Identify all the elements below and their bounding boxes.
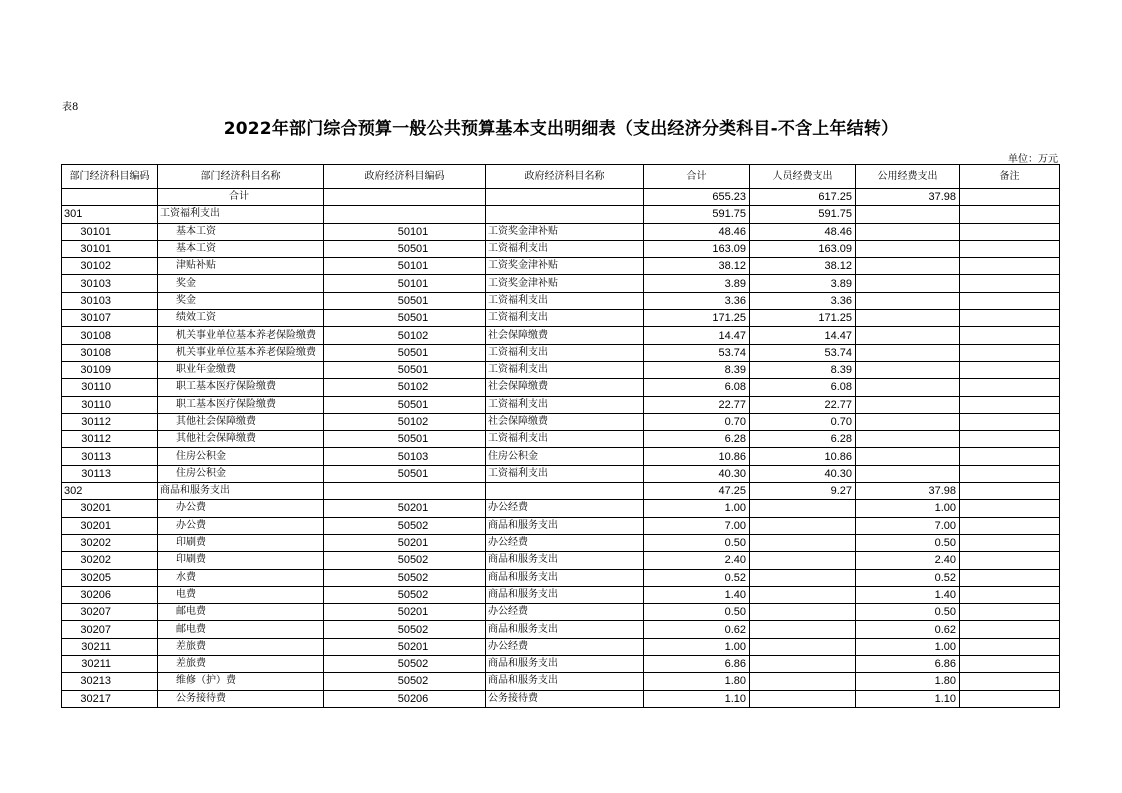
dept-code-cell: 30101 [62,223,158,240]
dept-name-cell: 印刷费 [158,552,324,569]
total-gov-code-cell [324,189,486,206]
public-cell: 6.86 [856,656,960,673]
public-cell [856,258,960,275]
gov-name-cell: 工资奖金津补贴 [486,258,644,275]
dept-name-cell: 差旅费 [158,656,324,673]
table-row [62,448,1060,465]
table-row [62,673,1060,690]
public-cell [856,344,960,361]
table-row [62,621,1060,638]
total-gov-name-cell [486,189,644,206]
table-row [62,396,1060,413]
dept-name-cell: 机关事业单位基本养老保险缴费 [158,327,324,344]
dept-name-cell: 印刷费 [158,534,324,551]
dept-code-cell: 30107 [62,310,158,327]
public-cell [856,465,960,482]
note-cell [960,500,1060,517]
note-cell [960,569,1060,586]
gov-code-cell: 50501 [324,465,486,482]
gov-name-cell: 商品和服务支出 [486,656,644,673]
table-row [62,240,1060,257]
note-cell [960,396,1060,413]
note-cell [960,379,1060,396]
dept-name-cell: 其他社会保障缴费 [158,413,324,430]
personnel-cell: 40.30 [750,465,856,482]
public-cell: 1.40 [856,586,960,603]
public-cell: 1.00 [856,638,960,655]
gov-name-cell: 工资奖金津补贴 [486,223,644,240]
dept-code-cell: 30201 [62,517,158,534]
total-cell: 22.77 [644,396,750,413]
note-cell [960,327,1060,344]
dept-name-cell: 电费 [158,586,324,603]
dept-code-cell: 30207 [62,604,158,621]
total-cell: 3.36 [644,292,750,309]
personnel-cell: 0.70 [750,413,856,430]
note-cell [960,638,1060,655]
dept-name-cell: 住房公积金 [158,448,324,465]
gov-name-cell: 工资福利支出 [486,431,644,448]
gov-code-cell: 50502 [324,517,486,534]
personnel-cell: 9.27 [750,483,856,500]
table-row [62,552,1060,569]
total-cell: 0.62 [644,621,750,638]
public-cell [856,361,960,378]
gov-code-cell: 50201 [324,500,486,517]
total-cell: 7.00 [644,517,750,534]
personnel-cell: 6.08 [750,379,856,396]
table-row [62,586,1060,603]
total-cell: 1.00 [644,500,750,517]
gov-code-cell: 50206 [324,690,486,707]
table-body [62,189,1060,708]
gov-code-cell [324,206,486,223]
total-cell: 0.50 [644,604,750,621]
personnel-cell: 163.09 [750,240,856,257]
dept-code-cell: 30207 [62,621,158,638]
total-cell: 38.12 [644,258,750,275]
public-cell: 37.98 [856,483,960,500]
table-row [62,379,1060,396]
gov-name-cell: 社会保障缴费 [486,379,644,396]
dept-code-cell: 30108 [62,344,158,361]
note-cell [960,240,1060,257]
table-row [62,327,1060,344]
gov-code-cell: 50501 [324,292,486,309]
total-label: 合计 [158,189,324,206]
gov-code-cell: 50502 [324,656,486,673]
total-cell: 53.74 [644,344,750,361]
dept-name-cell: 职业年金缴费 [158,361,324,378]
gov-code-cell: 50501 [324,361,486,378]
total-cell: 6.28 [644,431,750,448]
dept-name-cell: 其他社会保障缴费 [158,431,324,448]
gov-name-cell: 住房公积金 [486,448,644,465]
header-gov-code: 政府经济科目编码 [324,165,486,189]
public-cell [856,379,960,396]
gov-code-cell: 50102 [324,379,486,396]
dept-name-cell: 基本工资 [158,223,324,240]
total-cell: 2.40 [644,552,750,569]
header-personnel: 人员经费支出 [750,165,856,189]
dept-name-cell: 奖金 [158,292,324,309]
total-cell: 1.80 [644,673,750,690]
personnel-cell [750,638,856,655]
public-cell: 0.52 [856,569,960,586]
gov-code-cell: 50102 [324,413,486,430]
note-cell [960,517,1060,534]
personnel-cell [750,552,856,569]
dept-name-cell: 工资福利支出 [158,206,324,223]
total-cell: 14.47 [644,327,750,344]
dept-name-cell: 水费 [158,569,324,586]
personnel-cell [750,586,856,603]
total-cell: 3.89 [644,275,750,292]
personnel-cell: 14.47 [750,327,856,344]
gov-code-cell: 50201 [324,534,486,551]
gov-name-cell: 办公经费 [486,500,644,517]
gov-name-cell: 商品和服务支出 [486,569,644,586]
personnel-cell: 48.46 [750,223,856,240]
table-row [62,500,1060,517]
total-cell: 591.75 [644,206,750,223]
note-cell [960,604,1060,621]
category-row [62,483,1060,500]
total-cell: 0.50 [644,534,750,551]
personnel-cell [750,517,856,534]
dept-code-cell: 30201 [62,500,158,517]
public-cell [856,431,960,448]
gov-code-cell: 50102 [324,327,486,344]
table-row [62,431,1060,448]
dept-code-cell: 30103 [62,275,158,292]
personnel-cell [750,621,856,638]
note-cell [960,621,1060,638]
table-row [62,690,1060,707]
gov-name-cell: 工资奖金津补贴 [486,275,644,292]
table-row [62,258,1060,275]
gov-code-cell: 50201 [324,638,486,655]
public-cell: 7.00 [856,517,960,534]
gov-code-cell: 50501 [324,396,486,413]
dept-name-cell: 公务接待费 [158,690,324,707]
note-cell [960,361,1060,378]
dept-name-cell: 职工基本医疗保险缴费 [158,396,324,413]
gov-name-cell: 办公经费 [486,638,644,655]
gov-code-cell: 50501 [324,310,486,327]
gov-name-cell: 工资福利支出 [486,396,644,413]
table-row [62,465,1060,482]
personnel-cell [750,673,856,690]
public-cell [856,275,960,292]
note-cell [960,206,1060,223]
header-dept-name: 部门经济科目名称 [158,165,324,189]
dept-code-cell: 301 [62,206,158,223]
header-gov-name: 政府经济科目名称 [486,165,644,189]
category-row [62,206,1060,223]
gov-code-cell: 50502 [324,586,486,603]
personnel-cell: 6.28 [750,431,856,448]
dept-name-cell: 差旅费 [158,638,324,655]
public-cell: 0.62 [856,621,960,638]
dept-name-cell: 津贴补贴 [158,258,324,275]
total-cell: 8.39 [644,361,750,378]
dept-code-cell: 30110 [62,396,158,413]
note-cell [960,344,1060,361]
note-cell [960,223,1060,240]
dept-code-cell: 30113 [62,448,158,465]
table-row [62,223,1060,240]
gov-code-cell: 50103 [324,448,486,465]
table-row [62,344,1060,361]
public-cell [856,448,960,465]
dept-code-cell: 30113 [62,465,158,482]
gov-name-cell: 工资福利支出 [486,344,644,361]
personnel-cell [750,604,856,621]
dept-name-cell: 机关事业单位基本养老保险缴费 [158,344,324,361]
total-cell: 6.08 [644,379,750,396]
gov-name-cell: 商品和服务支出 [486,517,644,534]
personnel-cell: 22.77 [750,396,856,413]
gov-code-cell: 50502 [324,621,486,638]
note-cell [960,552,1060,569]
table-row [62,534,1060,551]
total-cell: 1.40 [644,586,750,603]
dept-name-cell: 住房公积金 [158,465,324,482]
dept-code-cell: 30202 [62,534,158,551]
gov-name-cell: 工资福利支出 [486,310,644,327]
gov-name-cell: 商品和服务支出 [486,586,644,603]
dept-code-cell: 30217 [62,690,158,707]
budget-table [61,164,1060,708]
dept-code-cell: 30108 [62,327,158,344]
total-cell: 0.70 [644,413,750,430]
note-cell [960,310,1060,327]
table-row [62,361,1060,378]
gov-code-cell: 50101 [324,275,486,292]
public-cell [856,310,960,327]
note-cell [960,258,1060,275]
note-cell [960,690,1060,707]
dept-name-cell: 商品和服务支出 [158,483,324,500]
public-cell [856,206,960,223]
total-total-value: 655.23 [644,189,750,206]
dept-name-cell: 邮电费 [158,621,324,638]
dept-code-cell: 30202 [62,552,158,569]
total-personnel-value: 617.25 [750,189,856,206]
dept-code-cell: 30112 [62,413,158,430]
personnel-cell: 38.12 [750,258,856,275]
personnel-cell: 3.36 [750,292,856,309]
note-cell [960,483,1060,500]
public-cell [856,413,960,430]
gov-name-cell: 工资福利支出 [486,240,644,257]
total-cell: 1.10 [644,690,750,707]
table-row [62,517,1060,534]
note-cell [960,656,1060,673]
note-cell [960,275,1060,292]
dept-code-cell: 30206 [62,586,158,603]
note-cell [960,673,1060,690]
total-cell: 40.30 [644,465,750,482]
dept-name-cell: 奖金 [158,275,324,292]
public-cell [856,292,960,309]
total-row [62,189,1060,206]
gov-code-cell: 50502 [324,673,486,690]
personnel-cell: 591.75 [750,206,856,223]
table-row [62,413,1060,430]
table-number-label: 表8 [62,102,79,113]
public-cell [856,327,960,344]
personnel-cell: 8.39 [750,361,856,378]
personnel-cell: 10.86 [750,448,856,465]
gov-name-cell: 工资福利支出 [486,465,644,482]
header-note: 备注 [960,165,1060,189]
dept-code-cell: 30101 [62,240,158,257]
personnel-cell [750,534,856,551]
personnel-cell: 3.89 [750,275,856,292]
public-cell: 0.50 [856,604,960,621]
dept-code-cell: 30103 [62,292,158,309]
personnel-cell [750,690,856,707]
gov-name-cell: 公务接待费 [486,690,644,707]
gov-code-cell: 50101 [324,223,486,240]
personnel-cell: 53.74 [750,344,856,361]
gov-code-cell: 50502 [324,569,486,586]
gov-name-cell: 社会保障缴费 [486,327,644,344]
table-row [62,292,1060,309]
personnel-cell: 171.25 [750,310,856,327]
gov-name-cell: 商品和服务支出 [486,673,644,690]
total-cell: 1.00 [644,638,750,655]
gov-name-cell [486,483,644,500]
dept-name-cell: 绩效工资 [158,310,324,327]
dept-code-cell: 30109 [62,361,158,378]
note-cell [960,431,1060,448]
note-cell [960,413,1060,430]
header-total: 合计 [644,165,750,189]
dept-name-cell: 职工基本医疗保险缴费 [158,379,324,396]
note-cell [960,448,1060,465]
public-cell: 1.10 [856,690,960,707]
gov-name-cell: 商品和服务支出 [486,552,644,569]
dept-code-cell: 30211 [62,638,158,655]
dept-name-cell: 邮电费 [158,604,324,621]
dept-code-cell: 30211 [62,656,158,673]
public-cell [856,240,960,257]
table-header-row [62,165,1060,189]
total-note [960,189,1060,206]
total-cell: 47.25 [644,483,750,500]
total-cell: 10.86 [644,448,750,465]
personnel-cell [750,500,856,517]
gov-code-cell [324,483,486,500]
document-title: 2022年部门综合预算一般公共预算基本支出明细表（支出经济分类科目-不含上年结转） [223,119,899,139]
gov-name-cell [486,206,644,223]
gov-name-cell: 办公经费 [486,534,644,551]
gov-code-cell: 50501 [324,344,486,361]
dept-name-cell: 办公费 [158,517,324,534]
dept-name-cell: 维修（护）费 [158,673,324,690]
table-row [62,604,1060,621]
public-cell [856,223,960,240]
dept-code-cell: 30213 [62,673,158,690]
dept-code-cell: 30102 [62,258,158,275]
dept-code-cell: 30110 [62,379,158,396]
gov-name-cell: 商品和服务支出 [486,621,644,638]
note-cell [960,534,1060,551]
table-row [62,656,1060,673]
dept-code-cell: 30112 [62,431,158,448]
public-cell: 1.00 [856,500,960,517]
dept-name-cell: 基本工资 [158,240,324,257]
header-public: 公用经费支出 [856,165,960,189]
public-cell: 2.40 [856,552,960,569]
total-cell: 0.52 [644,569,750,586]
total-cell: 6.86 [644,656,750,673]
personnel-cell [750,569,856,586]
table-row [62,569,1060,586]
table-row [62,275,1060,292]
gov-name-cell: 工资福利支出 [486,292,644,309]
gov-code-cell: 50501 [324,240,486,257]
note-cell [960,292,1060,309]
table-row [62,638,1060,655]
public-cell [856,396,960,413]
table-row [62,310,1060,327]
personnel-cell [750,656,856,673]
total-public-value: 37.98 [856,189,960,206]
dept-name-cell: 办公费 [158,500,324,517]
total-cell: 171.25 [644,310,750,327]
gov-code-cell: 50101 [324,258,486,275]
dept-code-cell: 302 [62,483,158,500]
gov-name-cell: 办公经费 [486,604,644,621]
public-cell: 1.80 [856,673,960,690]
total-cell: 48.46 [644,223,750,240]
gov-code-cell: 50502 [324,552,486,569]
gov-code-cell: 50501 [324,431,486,448]
dept-code-cell: 30205 [62,569,158,586]
gov-name-cell: 社会保障缴费 [486,413,644,430]
public-cell: 0.50 [856,534,960,551]
total-dept-code-cell [62,189,158,206]
gov-code-cell: 50201 [324,604,486,621]
header-dept-code: 部门经济科目编码 [62,165,158,189]
unit-label: 单位：万元 [1008,154,1058,165]
note-cell [960,465,1060,482]
total-cell: 163.09 [644,240,750,257]
gov-name-cell: 工资福利支出 [486,361,644,378]
note-cell [960,586,1060,603]
